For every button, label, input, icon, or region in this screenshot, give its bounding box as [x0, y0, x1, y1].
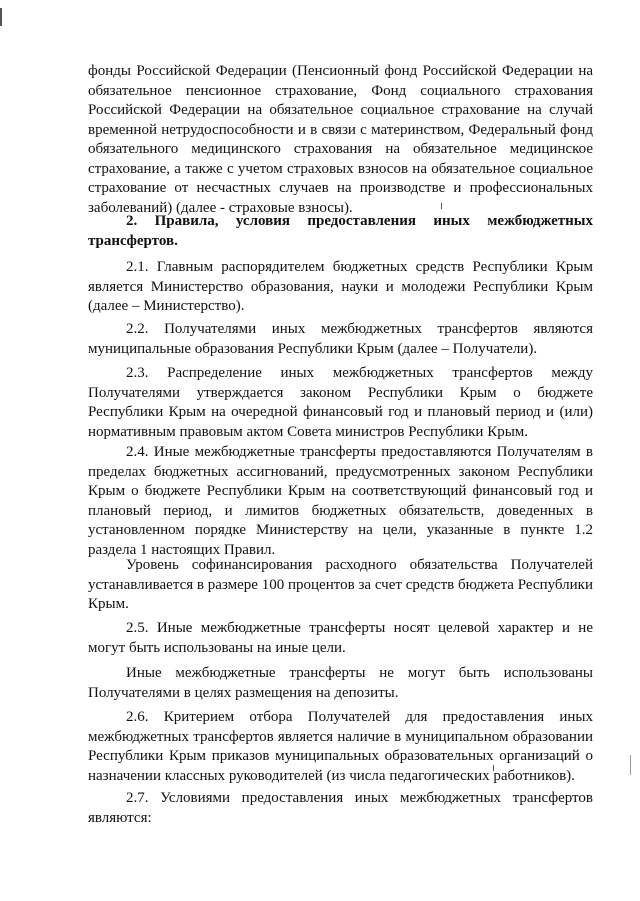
paragraph-deposits: Иные межбюджетные трансферты не могут быть использованы Получателями в целях размещения на депозиты.	[88, 665, 593, 701]
paragraph-cofinancing: Уровень софинансирования расходного обязательства Получателей устанавливается в размере 100 процентов за счет средств бюджета Республики Крым.	[88, 557, 593, 612]
paragraph-2-7: 2.7. Условиями предоставления иных межбюджетных трансфертов являются:	[88, 790, 593, 826]
scan-edge-mark	[630, 755, 631, 775]
paragraph-intro: фонды Российской Федерации (Пенсионный фонд Российской Федерации на обязательное пенсионное страхование, Фонд социального страхования Российской Федерации на обязательное социальное страхование на случай временной нетрудоспособности и в связи с материнством, Федеральный фонд обязательного медицинского страхования на обязательное медицинское страхование, а также с учетом страховых взносов на обязательное социальное страхование от несчастных случаев на производстве и профессиональных заболеваний) (далее - страховые взносы).	[88, 63, 593, 216]
paragraph-2-2: 2.2. Получателями иных межбюджетных трансфертов являются муниципальные образования Республики Крым (далее – Получатели).	[88, 321, 593, 357]
paragraph-2-3: 2.3. Распределение иных межбюджетных трансфертов между Получателями утверждается законом Республики Крым о бюджете Республики Крым на очередной финансовый год и плановый период и (или) нормативным правовым актом Совета министров Республики Крым.	[88, 365, 593, 440]
paragraph-2-1: 2.1. Главным распорядителем бюджетных средств Республики Крым является Министерство образования, науки и молодежи Республики Крым (далее – Министерство).	[88, 259, 593, 314]
paragraph-2-6: 2.6. Критерием отбора Получателей для предоставления иных межбюджетных трансфертов является наличие в муниципальном образовании Республики Крым приказов муниципальных образовательных организаций о назначении классных руководителей (из числа педагогических работников).	[88, 709, 593, 784]
paragraph-2-5: 2.5. Иные межбюджетные трансферты носят целевой характер и не могут быть использованы на иные цели.	[88, 620, 593, 656]
paragraph-2-4: 2.4. Иные межбюджетные трансферты предоставляются Получателям в пределах бюджетных ассигнований, предусмотренных законом Республики Крым о бюджете Республики Крым на соответствующий финансовый год и плановый период, и лимитов бюджетных обязательств, доведенных в установленном порядке Министерству на цели, указанные в пункте 1.2 раздела 1 настоящих Правил.	[88, 444, 593, 558]
scan-edge-mark	[0, 8, 2, 26]
section-2-heading: 2. Правила, условия предоставления иных межбюджетных трансфертов.	[88, 213, 593, 249]
